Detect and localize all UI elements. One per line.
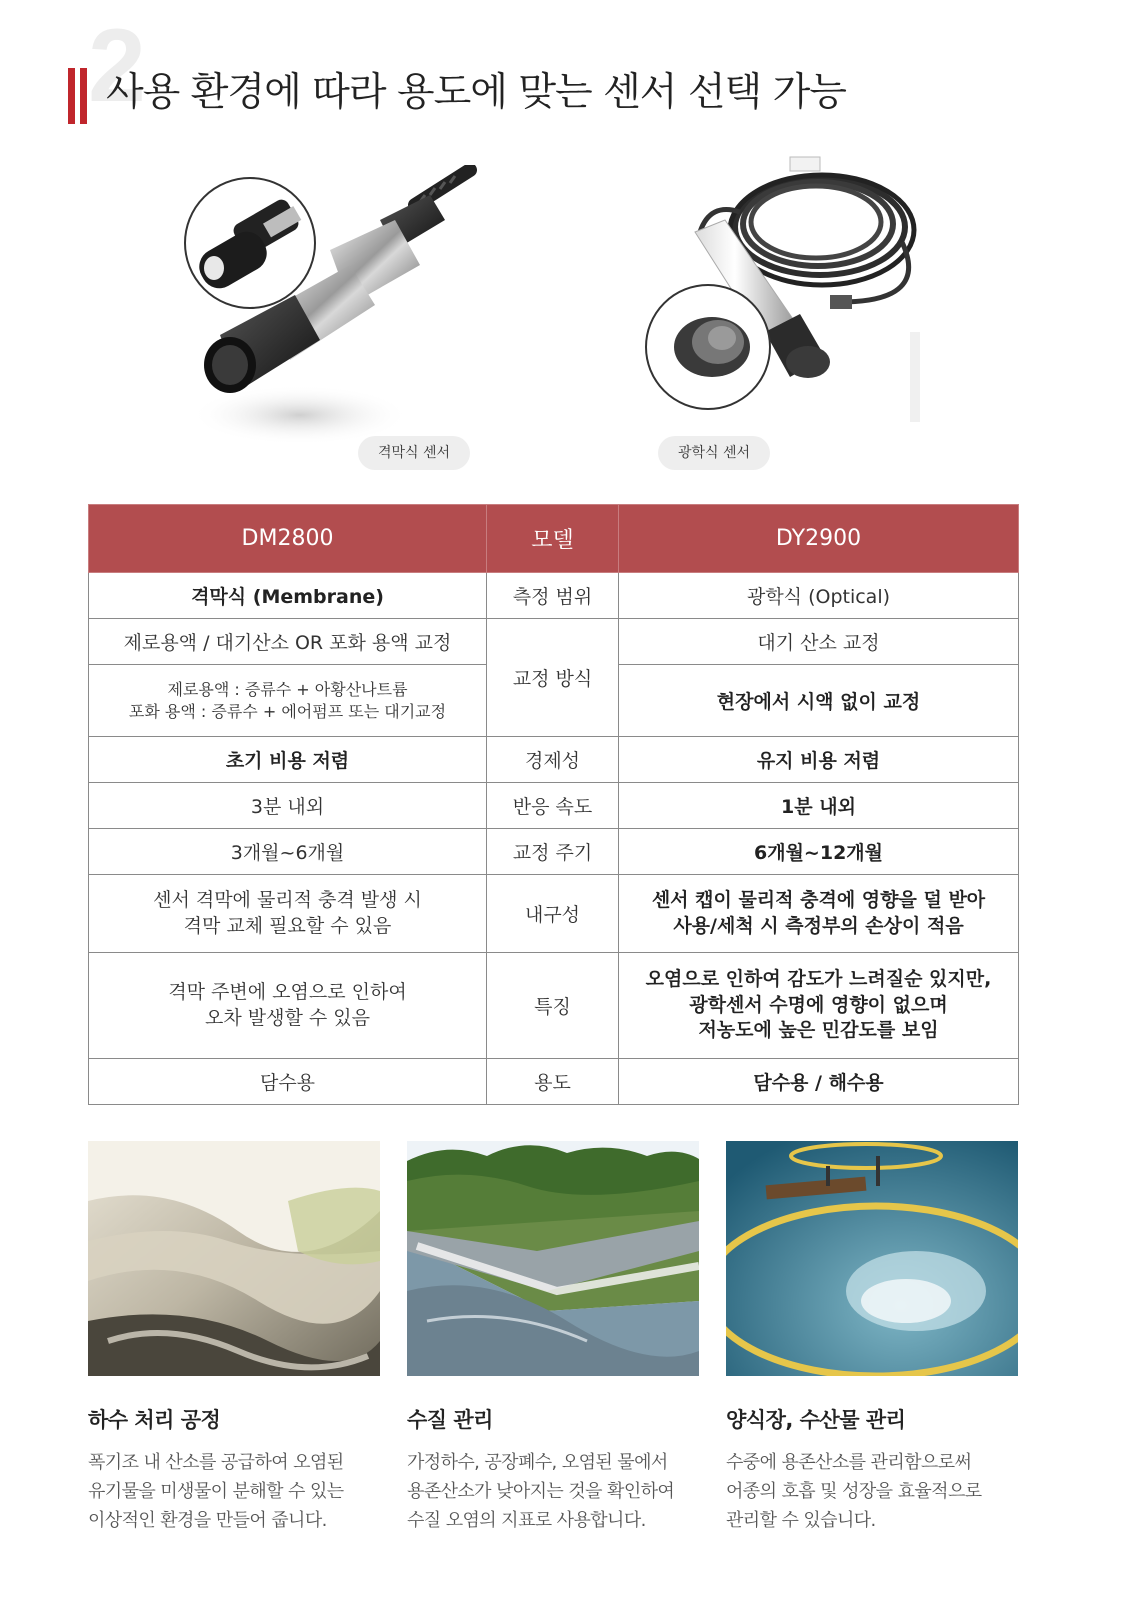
card-title: 양식장, 수산물 관리 [726, 1408, 906, 1432]
cell-dm-range: 격막식 (Membrane) [89, 573, 487, 619]
cell-dy-speed: 1분 내외 [619, 783, 1019, 829]
feature-line: 오염으로 인하여 감도가 느려질순 있지만, [645, 968, 992, 991]
cell-label-calib: 교정 방식 [487, 619, 619, 737]
calib-detail-line: 포화 용액 : 증류수 + 에어펌프 또는 대기교정 [128, 701, 447, 721]
cell-label-economy: 경제성 [487, 737, 619, 783]
table-row [89, 953, 1019, 1059]
accent-bar [68, 68, 75, 124]
cell-dy-range: 광학식 (Optical) [619, 573, 1019, 619]
cell-label-durability: 내구성 [487, 875, 619, 953]
card-title: 수질 관리 [407, 1408, 493, 1432]
durability-line: 센서 격막에 물리적 충격 발생 시 [153, 888, 422, 911]
cell-label-usage: 용도 [487, 1059, 619, 1105]
table-row [89, 737, 1019, 783]
section-number: 2 [88, 8, 146, 124]
cell-label-cycle: 교정 주기 [487, 829, 619, 875]
description-line: 수질 오염의 지표로 사용합니다. [407, 1510, 646, 1531]
cell-dm-cycle: 3개월~6개월 [89, 829, 487, 875]
cell-dy-usage: 담수용 / 해수용 [619, 1059, 1019, 1105]
sensor-label-membrane: 격막식 센서 [358, 436, 470, 470]
fish-farm-photo [726, 1141, 1018, 1376]
feature-line: 오차 발생할 수 있음 [205, 1006, 370, 1029]
table-row [89, 875, 1019, 953]
optical-sensor-image [640, 152, 930, 452]
table-row [89, 783, 1019, 829]
comparison-table [88, 504, 1019, 1105]
cell-label-speed: 반응 속도 [487, 783, 619, 829]
table-row [89, 619, 1019, 665]
description-line: 용존산소가 낮아지는 것을 확인하여 [407, 1481, 675, 1502]
stream-photo [407, 1141, 699, 1376]
table-row [89, 1059, 1019, 1105]
durability-line: 격막 교체 필요할 수 있음 [183, 914, 392, 937]
cell-dm-calib: 제로용액 / 대기산소 OR 포화 용액 교정 [89, 619, 487, 665]
description-line: 어종의 호흡 및 성장을 효율적으로 [726, 1481, 982, 1502]
cell-dy-calib: 대기 산소 교정 [619, 619, 1019, 665]
feature-line: 광학센서 수명에 영향이 없으며 [689, 993, 948, 1016]
cell-dm-durability [89, 875, 487, 953]
calib-detail-line: 제로용액 : 증류수 + 아황산나트륨 [167, 679, 408, 699]
cell-dm-calib-detail [89, 665, 487, 737]
description-line: 가정하수, 공장폐수, 오염된 물에서 [407, 1452, 668, 1473]
durability-line: 사용/세척 시 측정부의 손상이 적음 [673, 914, 964, 937]
cell-dy-economy: 유지 비용 저렴 [619, 737, 1019, 783]
application-card-water-quality [407, 1141, 699, 1535]
table-header-row [89, 505, 1019, 573]
membrane-sensor-image [180, 165, 500, 455]
cell-dy-durability [619, 875, 1019, 953]
card-description [726, 1448, 1018, 1535]
description-line: 수중에 용존산소를 관리함으로써 [726, 1452, 972, 1473]
cell-label-feature: 특징 [487, 953, 619, 1059]
section-header [0, 0, 1133, 140]
cell-dy-calib-detail: 현장에서 시액 없이 교정 [619, 665, 1019, 737]
application-card-sewage [88, 1141, 380, 1535]
cell-dy-cycle: 6개월~12개월 [619, 829, 1019, 875]
durability-line: 센서 캡이 물리적 충격에 영향을 덜 받아 [651, 888, 986, 911]
accent-bar [80, 68, 87, 124]
feature-line: 저농도에 높은 민감도를 보임 [698, 1019, 939, 1042]
table-row [89, 573, 1019, 619]
description-line: 폭기조 내 산소를 공급하여 오염된 [88, 1452, 344, 1473]
section-title: 사용 환경에 따라 용도에 맞는 센서 선택 가능 [106, 70, 846, 115]
header-dy2900: DY2900 [619, 505, 1019, 573]
header-model: 모델 [487, 505, 619, 573]
cell-dm-feature [89, 953, 487, 1059]
table-row [89, 829, 1019, 875]
cell-dm-economy: 초기 비용 저렴 [89, 737, 487, 783]
description-line: 이상적인 환경을 만들어 줍니다. [88, 1510, 327, 1531]
application-card-fish-farm [726, 1141, 1018, 1535]
cell-dm-usage: 담수용 [89, 1059, 487, 1105]
cell-label-range: 측정 범위 [487, 573, 619, 619]
cell-dy-feature [619, 953, 1019, 1059]
description-line: 유기물을 미생물이 분해할 수 있는 [88, 1481, 344, 1502]
sewage-treatment-photo [88, 1141, 380, 1376]
feature-line: 격막 주변에 오염으로 인하여 [168, 980, 407, 1003]
header-dm2800: DM2800 [89, 505, 487, 573]
cell-dm-speed: 3분 내외 [89, 783, 487, 829]
description-line: 관리할 수 있습니다. [726, 1510, 876, 1531]
sensor-label-optical: 광학식 센서 [658, 436, 770, 470]
card-title: 하수 처리 공정 [88, 1408, 221, 1432]
card-description [407, 1448, 699, 1535]
card-description [88, 1448, 380, 1535]
